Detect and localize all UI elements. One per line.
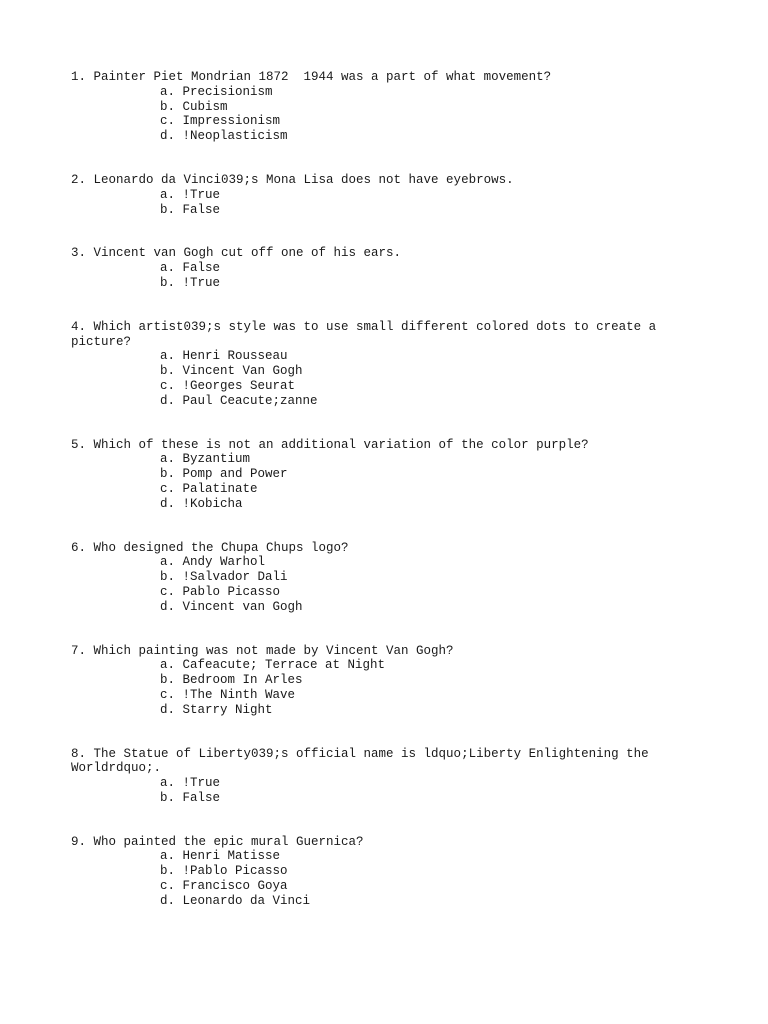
question-text: 6. Who designed the Chupa Chups logo? bbox=[71, 540, 349, 555]
question-text: 4. Which artist039;s style was to use small different colored dots to create a picture? bbox=[71, 319, 657, 349]
answer-option: a. False bbox=[160, 261, 221, 276]
question-4 bbox=[71, 320, 691, 409]
question-8 bbox=[71, 747, 691, 806]
question-2 bbox=[71, 173, 691, 217]
question-text: 2. Leonardo da Vinci039;s Mona Lisa does not have eyebrows. bbox=[71, 172, 514, 187]
answer-option: b. Cubism bbox=[160, 99, 228, 114]
question-text: 7. Which painting was not made by Vincent Van Gogh? bbox=[71, 643, 454, 658]
answer-option: a. Henri Rousseau bbox=[160, 349, 288, 364]
answer-option: d. !Kobicha bbox=[160, 496, 243, 511]
answer-option: a. Henri Matisse bbox=[160, 849, 281, 864]
answer-option: c. Pablo Picasso bbox=[160, 584, 281, 599]
quiz-document bbox=[71, 70, 691, 938]
answer-option: b. !Salvador Dali bbox=[160, 570, 288, 585]
question-text: 8. The Statue of Liberty039;s official name is ldquo;Liberty Enlightening the Worldrdquo;. bbox=[71, 746, 649, 776]
question-5 bbox=[71, 438, 691, 512]
answer-option: a. Cafeacute; Terrace at Night bbox=[160, 658, 386, 673]
answer-option: a. !True bbox=[160, 776, 221, 791]
answer-option: d. !Neoplasticism bbox=[160, 129, 288, 144]
answer-option: c. Impressionism bbox=[160, 114, 281, 129]
answer-option: a. Andy Warhol bbox=[160, 555, 266, 570]
answer-option: d. Paul Ceacute;zanne bbox=[160, 393, 318, 408]
answer-option: b. Pomp and Power bbox=[160, 467, 288, 482]
answer-option: a. Precisionism bbox=[160, 84, 273, 99]
question-9 bbox=[71, 835, 691, 909]
answer-option: b. Bedroom In Arles bbox=[160, 673, 303, 688]
question-text: 1. Painter Piet Mondrian 1872 1944 was a part of what movement? bbox=[71, 70, 552, 84]
answer-option: d. Leonardo da Vinci bbox=[160, 893, 311, 908]
answer-option: b. Vincent Van Gogh bbox=[160, 364, 303, 379]
answer-option: c. Palatinate bbox=[160, 481, 258, 496]
answer-option: c. Francisco Goya bbox=[160, 879, 288, 894]
question-1 bbox=[71, 70, 691, 144]
answer-option: b. False bbox=[160, 790, 221, 805]
answer-option: c. !The Ninth Wave bbox=[160, 687, 296, 702]
question-7 bbox=[71, 644, 691, 718]
answer-option: d. Starry Night bbox=[160, 702, 273, 717]
question-text: 3. Vincent van Gogh cut off one of his ears. bbox=[71, 246, 402, 261]
answer-option: c. !Georges Seurat bbox=[160, 378, 296, 393]
question-text: 5. Which of these is not an additional variation of the color purple? bbox=[71, 437, 589, 452]
answer-option: b. False bbox=[160, 202, 221, 217]
question-text: 9. Who painted the epic mural Guernica? bbox=[71, 834, 364, 849]
answer-option: b. !Pablo Picasso bbox=[160, 864, 288, 879]
answer-option: d. Vincent van Gogh bbox=[160, 599, 303, 614]
answer-option: b. !True bbox=[160, 275, 221, 290]
question-6 bbox=[71, 541, 691, 615]
answer-option: a. Byzantium bbox=[160, 452, 251, 467]
answer-option: a. !True bbox=[160, 187, 221, 202]
question-3 bbox=[71, 246, 691, 290]
